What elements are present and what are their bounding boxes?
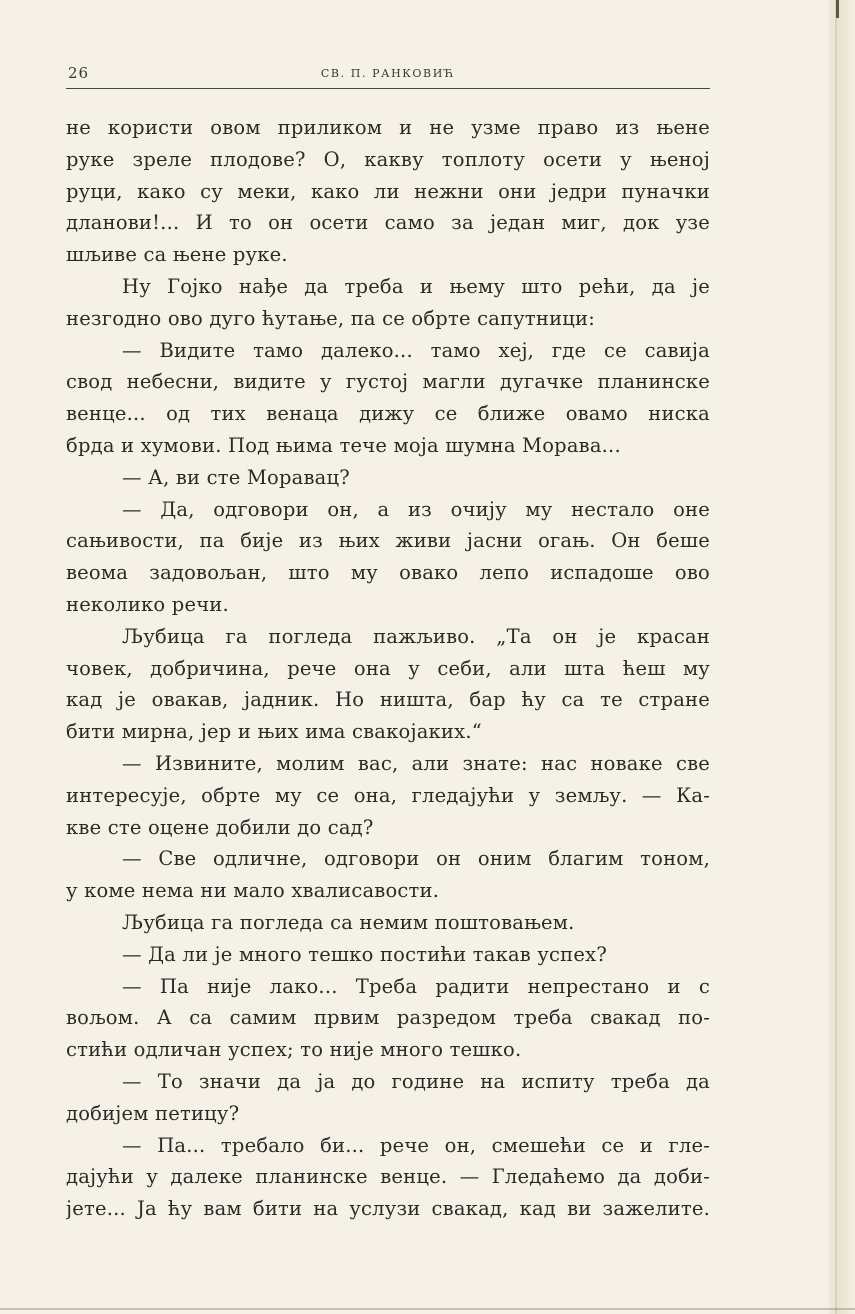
text-line: незгодно ово дуго ћутање, па се обрте сапутници: — [66, 306, 595, 330]
text-line: — То значи да ја до године на испиту треба да — [122, 1069, 710, 1093]
body-text — [66, 112, 710, 1225]
text-line: Ну Гојко нађе да треба и њему што рећи, да је — [122, 274, 710, 298]
text-line: стићи одличан успех; то није много тешко. — [66, 1038, 522, 1062]
page-edge-rule — [835, 0, 837, 1314]
text-line: добијем петицу? — [66, 1101, 240, 1125]
text-line: Љубица га погледа са немим поштовањем. — [122, 910, 575, 934]
text-line: — Па није лако... Треба радити непрестано и с — [122, 974, 710, 998]
text-line: интересује, обрте му се она, гледајући у земљу. — Ка- — [66, 783, 710, 807]
text-line: — Да ли је много тешко постићи такав успех? — [122, 942, 607, 966]
text-line: брда и хумови. Под њима тече моја шумна Морава... — [66, 433, 621, 457]
text-line: кад је овакав, јадник. Но ништа, бар ћу са те стране — [66, 688, 710, 712]
text-line: неколико речи. — [66, 592, 229, 616]
text-line: бити мирна, јер и њих има свакојаких.“ — [66, 720, 482, 744]
running-head: СВ. П. РАНКОВИЋ — [320, 67, 456, 80]
text-line: веома задовољан, што му овако лепо испадоше ово — [66, 561, 710, 585]
text-line: руке зреле плодове? О, какву топлоту осети у њеној — [66, 147, 710, 171]
page-bottom-edge — [0, 1308, 855, 1310]
text-line: не користи овом приликом и не узме право из њене — [66, 116, 710, 139]
page-number: 26 — [68, 64, 90, 82]
text-line: — Извините, молим вас, али знате: нас новаке све — [122, 751, 710, 775]
text-line: Љубица га погледа пажљиво. „Та он је красан — [122, 624, 710, 648]
text-line: венце... од тих венаца дижу се ближе овамо ниска — [66, 402, 710, 426]
text-line: свод небесни, видите у густој магли дугачке планинске — [66, 370, 710, 394]
text-line: кве сте оцене добили до сад? — [66, 815, 374, 839]
text-line: — Све одличне, одговори он оним благим тоном, — [122, 847, 710, 871]
page-header — [66, 60, 710, 89]
text-line: човек, добричина, рече она у себи, али шта ћеш му — [66, 656, 710, 680]
page-edge-mark — [836, 0, 839, 18]
text-line: у коме нема ни мало хвалисавости. — [66, 879, 440, 903]
text-line: — Па... требало би... рече он, смешећи се и гле- — [122, 1133, 710, 1157]
text-line: јете... Ја ћу вам бити на услузи свакад, кад ви зажелите. — [66, 1197, 710, 1221]
text-line: сањивости, па бије из њих живи јасни огањ. Он беше — [66, 529, 710, 553]
text-line: — А, ви сте Моравац? — [122, 465, 350, 489]
page-spine-edge — [829, 0, 855, 1314]
text-line: — Да, одговори он, а из очију му нестало оне — [122, 497, 710, 521]
text-line: шљиве са њене руке. — [66, 243, 288, 267]
text-line: вољом. А са самим првим разредом треба свакад по- — [66, 1006, 710, 1030]
text-line: дајући у далеке планинске венце. — Гледаћемо да доби- — [66, 1165, 710, 1189]
text-line: руци, како су меки, како ли нежни они једри пуначки — [66, 179, 710, 203]
text-line: — Видите тамо далеко... тамо хеј, где се савија — [122, 338, 710, 362]
text-line: дланови!... И то он осети само за један миг, док узе — [66, 211, 710, 235]
